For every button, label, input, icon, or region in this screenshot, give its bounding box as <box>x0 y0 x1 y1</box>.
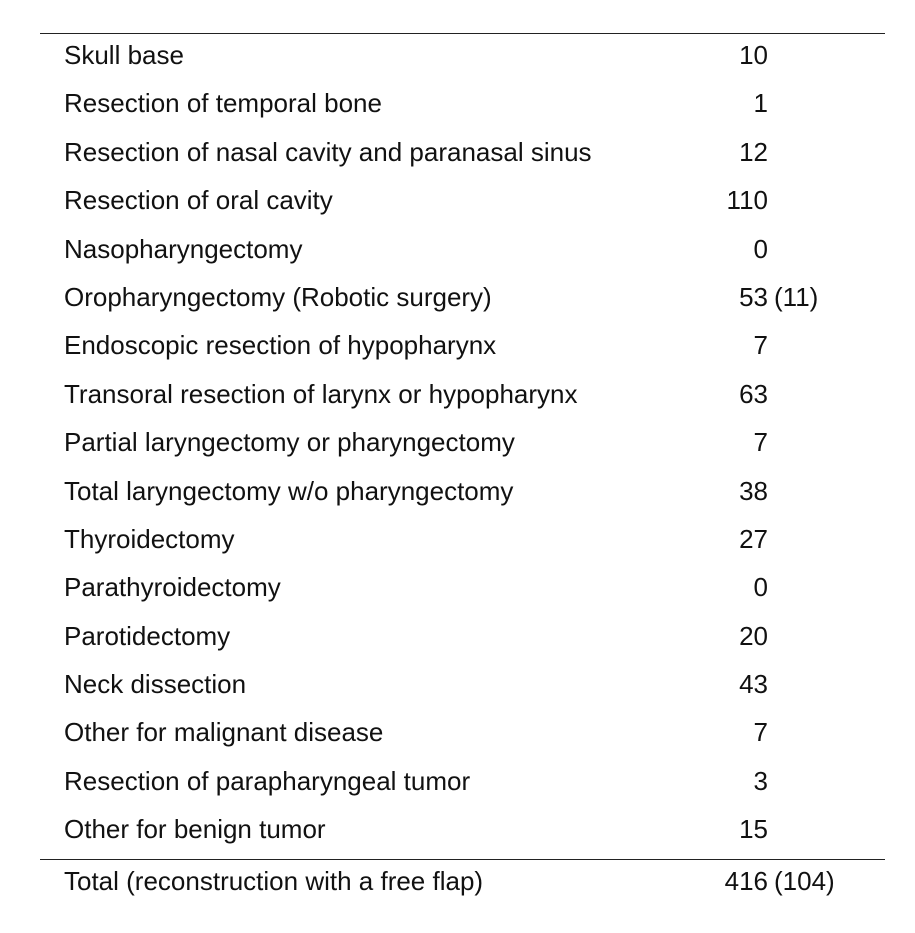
procedure-label: Total laryngectomy w/o pharyngectomy <box>64 475 514 506</box>
procedure-subcount: (11) <box>774 281 819 312</box>
procedure-count: 12 <box>739 136 768 167</box>
procedure-value <box>640 472 815 510</box>
procedure-label: Parotidectomy <box>64 620 231 651</box>
procedure-label: Nasopharyngectomy <box>64 233 303 264</box>
table-row <box>40 36 885 84</box>
table-row <box>40 181 885 229</box>
procedure-count: 43 <box>739 669 768 700</box>
procedure-count: 7 <box>753 717 768 748</box>
procedure-value <box>640 713 815 751</box>
procedure-label: Other for benign tumor <box>64 814 326 845</box>
procedure-value <box>640 617 815 655</box>
procedure-label: Resection of oral cavity <box>64 185 333 216</box>
procedure-count: 20 <box>739 620 768 651</box>
table-body <box>40 34 885 859</box>
procedure-value <box>640 810 815 848</box>
table-row <box>40 520 885 568</box>
total-row <box>40 860 885 908</box>
procedure-value <box>640 181 815 219</box>
table-row <box>40 326 885 374</box>
procedure-count: 0 <box>753 233 768 264</box>
table-row <box>40 810 885 858</box>
table-row <box>40 472 885 520</box>
table-row <box>40 568 885 616</box>
surgery-table <box>40 33 885 908</box>
procedure-label: Partial laryngectomy or pharyngectomy <box>64 427 515 458</box>
procedure-count: 10 <box>739 40 768 70</box>
procedure-value <box>640 423 815 461</box>
procedure-count: 63 <box>739 378 768 409</box>
table-row <box>40 278 885 326</box>
procedure-label: Resection of nasal cavity and paranasal sinus <box>64 136 592 167</box>
table-row <box>40 230 885 278</box>
procedure-value <box>640 133 815 171</box>
procedure-label: Resection of temporal bone <box>64 88 382 119</box>
procedure-value <box>640 326 815 364</box>
total-count: 416 <box>724 865 768 896</box>
table-row <box>40 617 885 665</box>
table-row <box>40 665 885 713</box>
procedure-label: Resection of parapharyngeal tumor <box>64 765 471 796</box>
procedure-value <box>640 568 815 606</box>
procedure-value <box>640 375 815 413</box>
procedure-label: Thyroidectomy <box>64 523 235 554</box>
table-row <box>40 375 885 423</box>
total-label: Total (reconstruction with a free flap) <box>64 865 484 896</box>
procedure-value <box>640 36 815 74</box>
procedure-label: Neck dissection <box>64 669 247 700</box>
procedure-count: 15 <box>739 814 768 845</box>
procedure-count: 27 <box>739 523 768 554</box>
total-free-flap-count: (104) <box>774 865 835 896</box>
procedure-count: 3 <box>753 765 768 796</box>
table-row <box>40 423 885 471</box>
table-row <box>40 762 885 810</box>
procedure-label: Transoral resection of larynx or hypopharynx <box>64 378 578 409</box>
procedure-value <box>640 762 815 800</box>
procedure-label: Parathyroidectomy <box>64 572 281 603</box>
procedure-value <box>640 84 815 122</box>
procedure-value <box>640 278 819 316</box>
procedure-count: 38 <box>739 475 768 506</box>
total-value <box>640 860 835 902</box>
procedure-count: 0 <box>753 572 768 603</box>
procedure-value <box>640 230 815 268</box>
procedure-count: 7 <box>753 330 768 361</box>
procedure-label: Oropharyngectomy (Robotic surgery) <box>64 281 492 312</box>
procedure-label: Skull base <box>64 40 184 70</box>
procedure-label: Other for malignant disease <box>64 717 384 748</box>
procedure-count: 110 <box>726 185 768 216</box>
table-row <box>40 713 885 761</box>
procedure-count: 7 <box>753 427 768 458</box>
procedure-count: 53 <box>739 281 768 312</box>
table-row <box>40 133 885 181</box>
procedure-value <box>640 520 815 558</box>
table-row <box>40 84 885 132</box>
procedure-count: 1 <box>753 88 768 119</box>
procedure-label: Endoscopic resection of hypopharynx <box>64 330 497 361</box>
procedure-value <box>640 665 815 703</box>
